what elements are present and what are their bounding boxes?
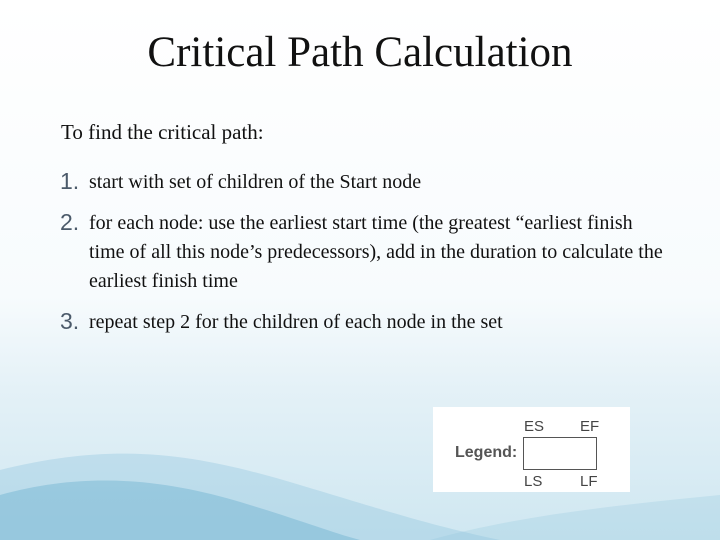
legend-figure [433,407,630,492]
legend-node-box [523,437,597,470]
legend-lf-label: LF [580,473,598,490]
steps-list [60,168,670,349]
intro-text: To find the critical path: [61,120,264,144]
slide-title: Critical Path Calculation [147,29,573,76]
list-item [60,209,670,296]
legend-ls-label: LS [524,473,543,490]
legend-es-label: ES [524,418,545,435]
step-number: 1. [60,168,80,194]
list-item [60,168,670,197]
legend-ef-label: EF [580,418,600,435]
step-number: 3. [60,308,80,334]
list-item [60,308,670,337]
legend-label: Legend: [455,444,518,461]
step-text: start with set of children of the Start node [89,171,422,193]
step-text: repeat step 2 for the children of each node in the set [89,311,503,333]
step-text: for each node: use the earliest start time (the greatest “earliest finish time of all this node’s predecessors), add in the duration to calculate the earliest finish time [89,212,663,292]
step-number: 2. [60,209,80,235]
